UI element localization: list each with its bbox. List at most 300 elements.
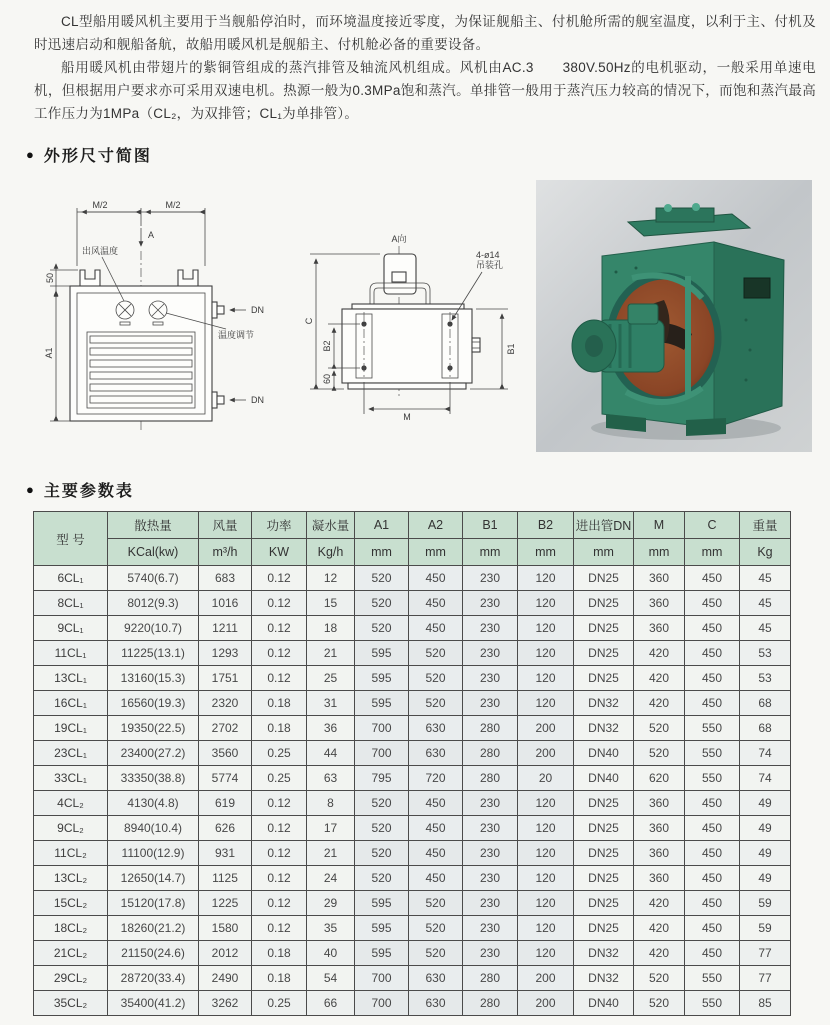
value-cell: 520 xyxy=(634,991,685,1016)
value-cell: 0.12 xyxy=(252,841,307,866)
value-cell: 795 xyxy=(355,766,409,791)
col-header-0: 散热量 xyxy=(108,512,199,539)
value-cell: 2320 xyxy=(199,691,252,716)
col-unit-7: mm xyxy=(518,539,574,566)
dim-label-50: 50 xyxy=(45,272,55,284)
value-cell: 595 xyxy=(355,666,409,691)
model-cell: 8CL₁ xyxy=(34,591,108,616)
value-cell: 45 xyxy=(740,591,791,616)
temp-adjust-label: 温度调节 xyxy=(218,330,255,340)
col-unit-8: mm xyxy=(574,539,634,566)
section-params-title xyxy=(26,478,830,501)
value-cell: 120 xyxy=(518,591,574,616)
model-cell: 11CL₁ xyxy=(34,641,108,666)
bullet-icon: ● xyxy=(26,482,34,497)
dn-label-bottom: DN xyxy=(251,395,264,405)
value-cell: 630 xyxy=(409,991,463,1016)
value-cell: 700 xyxy=(355,991,409,1016)
value-cell: 0.12 xyxy=(252,641,307,666)
lifting-holes-label2: 吊装孔 xyxy=(476,260,504,270)
value-cell: 0.12 xyxy=(252,666,307,691)
value-cell: 280 xyxy=(463,716,518,741)
value-cell: 520 xyxy=(355,591,409,616)
value-cell: 120 xyxy=(518,616,574,641)
model-cell: 35CL₂ xyxy=(34,991,108,1016)
value-cell: 450 xyxy=(685,566,740,591)
value-cell: 520 xyxy=(409,941,463,966)
col-header-1: 风量 xyxy=(199,512,252,539)
outlet-temp-label: 出风温度 xyxy=(82,246,119,256)
value-cell: 230 xyxy=(463,941,518,966)
value-cell: 450 xyxy=(409,566,463,591)
value-cell: 1211 xyxy=(199,616,252,641)
value-cell: 0.12 xyxy=(252,866,307,891)
value-cell: 230 xyxy=(463,666,518,691)
table-row xyxy=(34,941,791,966)
value-cell: 450 xyxy=(685,916,740,941)
value-cell: 0.25 xyxy=(252,741,307,766)
value-cell: 9220(10.7) xyxy=(108,616,199,641)
value-cell: 230 xyxy=(463,891,518,916)
value-cell: 11225(13.1) xyxy=(108,641,199,666)
value-cell: 120 xyxy=(518,916,574,941)
dim-label-b1: B1 xyxy=(506,343,516,355)
value-cell: 25 xyxy=(307,666,355,691)
value-cell: 49 xyxy=(740,866,791,891)
value-cell: 1016 xyxy=(199,591,252,616)
value-cell: 450 xyxy=(409,616,463,641)
value-cell: 420 xyxy=(634,916,685,941)
table-row xyxy=(34,966,791,991)
value-cell: 230 xyxy=(463,616,518,641)
model-cell: 19CL₁ xyxy=(34,716,108,741)
value-cell: 0.12 xyxy=(252,566,307,591)
dim-label-60: 60 xyxy=(322,373,332,385)
value-cell: 595 xyxy=(355,641,409,666)
value-cell: 2012 xyxy=(199,941,252,966)
value-cell: 420 xyxy=(634,641,685,666)
value-cell: 550 xyxy=(685,966,740,991)
model-cell: 18CL₂ xyxy=(34,916,108,941)
value-cell: 620 xyxy=(634,766,685,791)
model-cell: 23CL₁ xyxy=(34,741,108,766)
value-cell: 630 xyxy=(409,716,463,741)
value-cell: 520 xyxy=(355,791,409,816)
model-cell: 11CL₂ xyxy=(34,841,108,866)
col-header-model: 型 号 xyxy=(34,512,108,566)
params-title-text: 主要参数表 xyxy=(43,483,134,500)
value-cell: 59 xyxy=(740,891,791,916)
value-cell: 0.12 xyxy=(252,891,307,916)
nameplate xyxy=(744,278,770,298)
col-unit-3: Kg/h xyxy=(307,539,355,566)
value-cell: 49 xyxy=(740,816,791,841)
intro-paragraph-1: CL型船用暖风机主要用于当舰船停泊时，而环境温度接近零度，为保证舰船主、付机舱所需的舰室温度，以利于主、付机及时迅速启动和舰船备航，故船用暖风机是舰船主、付机舱必备的重要设备。 xyxy=(34,14,816,52)
figures-row xyxy=(30,180,830,452)
table-row xyxy=(34,991,791,1016)
value-cell: 49 xyxy=(740,791,791,816)
value-cell: 0.12 xyxy=(252,791,307,816)
value-cell: 230 xyxy=(463,816,518,841)
value-cell: 360 xyxy=(634,791,685,816)
value-cell: 0.12 xyxy=(252,816,307,841)
value-cell: 230 xyxy=(463,916,518,941)
value-cell: 450 xyxy=(685,691,740,716)
casing-outline xyxy=(70,286,212,421)
base-plate xyxy=(348,383,466,389)
value-cell: DN40 xyxy=(574,991,634,1016)
value-cell: 13160(15.3) xyxy=(108,666,199,691)
value-cell: 31 xyxy=(307,691,355,716)
table-row xyxy=(34,891,791,916)
product-photo xyxy=(536,180,812,452)
value-cell: 230 xyxy=(463,841,518,866)
value-cell: 17 xyxy=(307,816,355,841)
value-cell: 8 xyxy=(307,791,355,816)
value-cell: 230 xyxy=(463,791,518,816)
value-cell: 683 xyxy=(199,566,252,591)
col-header-6: B1 xyxy=(463,512,518,539)
value-cell: 630 xyxy=(409,741,463,766)
col-header-11: 重量 xyxy=(740,512,791,539)
value-cell: 700 xyxy=(355,716,409,741)
model-cell: 9CL₁ xyxy=(34,616,108,641)
value-cell: 931 xyxy=(199,841,252,866)
value-cell: DN25 xyxy=(574,591,634,616)
value-cell: 360 xyxy=(634,566,685,591)
value-cell: 2490 xyxy=(199,966,252,991)
value-cell: 280 xyxy=(463,741,518,766)
value-cell: 520 xyxy=(409,916,463,941)
table-row xyxy=(34,591,791,616)
col-unit-10: mm xyxy=(685,539,740,566)
value-cell: 21150(24.6) xyxy=(108,941,199,966)
value-cell: 450 xyxy=(409,866,463,891)
value-cell: 450 xyxy=(685,666,740,691)
value-cell: 8940(10.4) xyxy=(108,816,199,841)
value-cell: 595 xyxy=(355,941,409,966)
value-cell: DN25 xyxy=(574,841,634,866)
dim-label-c: C xyxy=(304,317,314,325)
value-cell: 3560 xyxy=(199,741,252,766)
value-cell: 360 xyxy=(634,841,685,866)
value-cell: 33350(38.8) xyxy=(108,766,199,791)
value-cell: 4130(4.8) xyxy=(108,791,199,816)
params-table-body xyxy=(34,566,791,1016)
value-cell: 420 xyxy=(634,941,685,966)
value-cell: DN25 xyxy=(574,891,634,916)
value-cell: DN40 xyxy=(574,766,634,791)
value-cell: 450 xyxy=(685,891,740,916)
value-cell: 5740(6.7) xyxy=(108,566,199,591)
value-cell: 450 xyxy=(409,791,463,816)
table-row xyxy=(34,616,791,641)
params-table xyxy=(33,511,791,1016)
front-view-diagram xyxy=(30,196,278,448)
dim-label-b2: B2 xyxy=(322,340,332,352)
value-cell: 450 xyxy=(685,791,740,816)
value-cell: 19350(22.5) xyxy=(108,716,199,741)
value-cell: 59 xyxy=(740,916,791,941)
value-cell: DN25 xyxy=(574,816,634,841)
value-cell: 44 xyxy=(307,741,355,766)
value-cell: 520 xyxy=(409,691,463,716)
value-cell: 15120(17.8) xyxy=(108,891,199,916)
col-unit-9: mm xyxy=(634,539,685,566)
value-cell: 3262 xyxy=(199,991,252,1016)
value-cell: 200 xyxy=(518,716,574,741)
value-cell: 280 xyxy=(463,966,518,991)
value-cell: 21 xyxy=(307,841,355,866)
value-cell: 49 xyxy=(740,841,791,866)
outline-title-text: 外形尺寸简图 xyxy=(43,148,152,165)
table-row xyxy=(34,766,791,791)
value-cell: 0.25 xyxy=(252,991,307,1016)
table-row xyxy=(34,916,791,941)
value-cell: DN25 xyxy=(574,916,634,941)
table-row xyxy=(34,741,791,766)
value-cell: DN25 xyxy=(574,641,634,666)
value-cell: 520 xyxy=(409,891,463,916)
value-cell: 520 xyxy=(409,666,463,691)
value-cell: 720 xyxy=(409,766,463,791)
value-cell: 520 xyxy=(355,841,409,866)
value-cell: 29 xyxy=(307,891,355,916)
value-cell: 520 xyxy=(634,741,685,766)
value-cell: 77 xyxy=(740,966,791,991)
value-cell: 23400(27.2) xyxy=(108,741,199,766)
value-cell: 420 xyxy=(634,666,685,691)
value-cell: 0.12 xyxy=(252,591,307,616)
value-cell: 230 xyxy=(463,591,518,616)
value-cell: 450 xyxy=(685,816,740,841)
value-cell: 20 xyxy=(518,766,574,791)
value-cell: 74 xyxy=(740,766,791,791)
value-cell: 595 xyxy=(355,691,409,716)
value-cell: 0.18 xyxy=(252,691,307,716)
value-cell: 120 xyxy=(518,941,574,966)
steam-inlet-pipe xyxy=(212,302,264,318)
value-cell: 1225 xyxy=(199,891,252,916)
table-row xyxy=(34,841,791,866)
table-row xyxy=(34,666,791,691)
table-row xyxy=(34,641,791,666)
dn-label-top: DN xyxy=(251,305,264,315)
col-unit-0: KCal(kw) xyxy=(108,539,199,566)
col-header-10: C xyxy=(685,512,740,539)
model-cell: 15CL₂ xyxy=(34,891,108,916)
value-cell: 35400(41.2) xyxy=(108,991,199,1016)
value-cell: 520 xyxy=(355,816,409,841)
value-cell: 0.18 xyxy=(252,716,307,741)
value-cell: 0.18 xyxy=(252,941,307,966)
value-cell: 520 xyxy=(634,716,685,741)
value-cell: 120 xyxy=(518,816,574,841)
value-cell: 360 xyxy=(634,591,685,616)
value-cell: 0.25 xyxy=(252,766,307,791)
value-cell: 5774 xyxy=(199,766,252,791)
value-cell: 230 xyxy=(463,691,518,716)
value-cell: 68 xyxy=(740,691,791,716)
intro-paragraph-2: 船用暖风机由带翅片的紫铜管组成的蒸汽排管及轴流风机组成。风机由AC.3 380V.50Hz的电机驱动，一般采用单速电机，但根据用户要求亦可采用双速电机。热源一般为0.3MPa饱和蒸汽。单排管一般用于蒸汽压力较高的情况下，而饱和蒸汽最高工作压力为1MPa（CL₂，为双排管；CL₁为单排管）。 xyxy=(34,60,816,121)
value-cell: 450 xyxy=(409,816,463,841)
col-header-8: 进出管DN xyxy=(574,512,634,539)
table-row xyxy=(34,816,791,841)
col-header-9: M xyxy=(634,512,685,539)
col-unit-6: mm xyxy=(463,539,518,566)
model-cell: 6CL₁ xyxy=(34,566,108,591)
value-cell: 700 xyxy=(355,741,409,766)
value-cell: DN25 xyxy=(574,616,634,641)
value-cell: 550 xyxy=(685,741,740,766)
value-cell: 120 xyxy=(518,866,574,891)
value-cell: 53 xyxy=(740,666,791,691)
value-cell: 66 xyxy=(307,991,355,1016)
body-outline xyxy=(342,309,472,383)
value-cell: 280 xyxy=(463,991,518,1016)
value-cell: 450 xyxy=(685,641,740,666)
value-cell: 450 xyxy=(409,591,463,616)
top-plate xyxy=(352,304,464,309)
value-cell: 21 xyxy=(307,641,355,666)
value-cell: 0.18 xyxy=(252,966,307,991)
dim-label-a1: A1 xyxy=(44,347,54,359)
value-cell: 0.12 xyxy=(252,616,307,641)
a-view-label: A向 xyxy=(391,234,407,244)
value-cell: 550 xyxy=(685,991,740,1016)
table-row xyxy=(34,566,791,591)
value-cell: 520 xyxy=(409,641,463,666)
mounting-bracket-right xyxy=(178,270,198,286)
col-unit-11: Kg xyxy=(740,539,791,566)
value-cell: 18 xyxy=(307,616,355,641)
value-cell: 360 xyxy=(634,616,685,641)
value-cell: 230 xyxy=(463,566,518,591)
value-cell: 420 xyxy=(634,691,685,716)
value-cell: 8012(9.3) xyxy=(108,591,199,616)
value-cell: 1751 xyxy=(199,666,252,691)
value-cell: 18260(21.2) xyxy=(108,916,199,941)
value-cell: 85 xyxy=(740,991,791,1016)
value-cell: 450 xyxy=(685,591,740,616)
model-cell: 29CL₂ xyxy=(34,966,108,991)
value-cell: 1580 xyxy=(199,916,252,941)
dim-label-a: A xyxy=(148,230,155,240)
value-cell: DN25 xyxy=(574,866,634,891)
value-cell: 450 xyxy=(685,866,740,891)
value-cell: 11100(12.9) xyxy=(108,841,199,866)
value-cell: 12650(14.7) xyxy=(108,866,199,891)
value-cell: DN32 xyxy=(574,941,634,966)
value-cell: 24 xyxy=(307,866,355,891)
dim-label-m2-right: M/2 xyxy=(165,200,181,210)
value-cell: DN40 xyxy=(574,741,634,766)
col-header-5: A2 xyxy=(409,512,463,539)
model-cell: 4CL₂ xyxy=(34,791,108,816)
value-cell: 200 xyxy=(518,966,574,991)
col-header-3: 凝水量 xyxy=(307,512,355,539)
params-table-head xyxy=(34,512,791,566)
condensate-outlet-pipe xyxy=(212,392,264,408)
bullet-icon: ● xyxy=(26,147,34,162)
value-cell: 360 xyxy=(634,866,685,891)
value-cell: 28720(33.4) xyxy=(108,966,199,991)
col-unit-5: mm xyxy=(409,539,463,566)
value-cell: 420 xyxy=(634,891,685,916)
value-cell: 230 xyxy=(463,641,518,666)
value-cell: 520 xyxy=(355,566,409,591)
value-cell: 700 xyxy=(355,966,409,991)
intro-text xyxy=(0,0,830,125)
value-cell: 120 xyxy=(518,566,574,591)
model-cell: 16CL₁ xyxy=(34,691,108,716)
value-cell: 360 xyxy=(634,816,685,841)
table-row xyxy=(34,716,791,741)
value-cell: 520 xyxy=(634,966,685,991)
value-cell: 550 xyxy=(685,766,740,791)
value-cell: DN32 xyxy=(574,716,634,741)
value-cell: DN32 xyxy=(574,966,634,991)
value-cell: 45 xyxy=(740,616,791,641)
value-cell: 450 xyxy=(685,841,740,866)
value-cell: 450 xyxy=(409,841,463,866)
dim-label-m: M xyxy=(403,412,411,422)
value-cell: DN32 xyxy=(574,691,634,716)
value-cell: 77 xyxy=(740,941,791,966)
value-cell: 74 xyxy=(740,741,791,766)
table-row xyxy=(34,866,791,891)
value-cell: 15 xyxy=(307,591,355,616)
value-cell: 120 xyxy=(518,791,574,816)
value-cell: 230 xyxy=(463,866,518,891)
value-cell: 35 xyxy=(307,916,355,941)
value-cell: 2702 xyxy=(199,716,252,741)
model-cell: 21CL₂ xyxy=(34,941,108,966)
model-cell: 13CL₂ xyxy=(34,866,108,891)
value-cell: 120 xyxy=(518,841,574,866)
col-header-7: B2 xyxy=(518,512,574,539)
value-cell: 36 xyxy=(307,716,355,741)
value-cell: 520 xyxy=(355,866,409,891)
value-cell: 200 xyxy=(518,991,574,1016)
value-cell: 54 xyxy=(307,966,355,991)
value-cell: 16560(19.3) xyxy=(108,691,199,716)
value-cell: DN25 xyxy=(574,566,634,591)
value-cell: 45 xyxy=(740,566,791,591)
section-outline-title xyxy=(26,143,830,166)
value-cell: 1293 xyxy=(199,641,252,666)
value-cell: 630 xyxy=(409,966,463,991)
value-cell: 595 xyxy=(355,916,409,941)
value-cell: 595 xyxy=(355,891,409,916)
value-cell: 120 xyxy=(518,691,574,716)
table-row xyxy=(34,791,791,816)
value-cell: 120 xyxy=(518,641,574,666)
mounting-bracket-left xyxy=(80,270,100,286)
value-cell: 450 xyxy=(685,616,740,641)
value-cell: 619 xyxy=(199,791,252,816)
model-cell: 33CL₁ xyxy=(34,766,108,791)
col-unit-4: mm xyxy=(355,539,409,566)
value-cell: 120 xyxy=(518,666,574,691)
value-cell: 120 xyxy=(518,891,574,916)
col-header-2: 功率 xyxy=(252,512,307,539)
col-header-4: A1 xyxy=(355,512,409,539)
value-cell: 280 xyxy=(463,766,518,791)
value-cell: 200 xyxy=(518,741,574,766)
value-cell: 520 xyxy=(355,616,409,641)
model-cell: 9CL₂ xyxy=(34,816,108,841)
